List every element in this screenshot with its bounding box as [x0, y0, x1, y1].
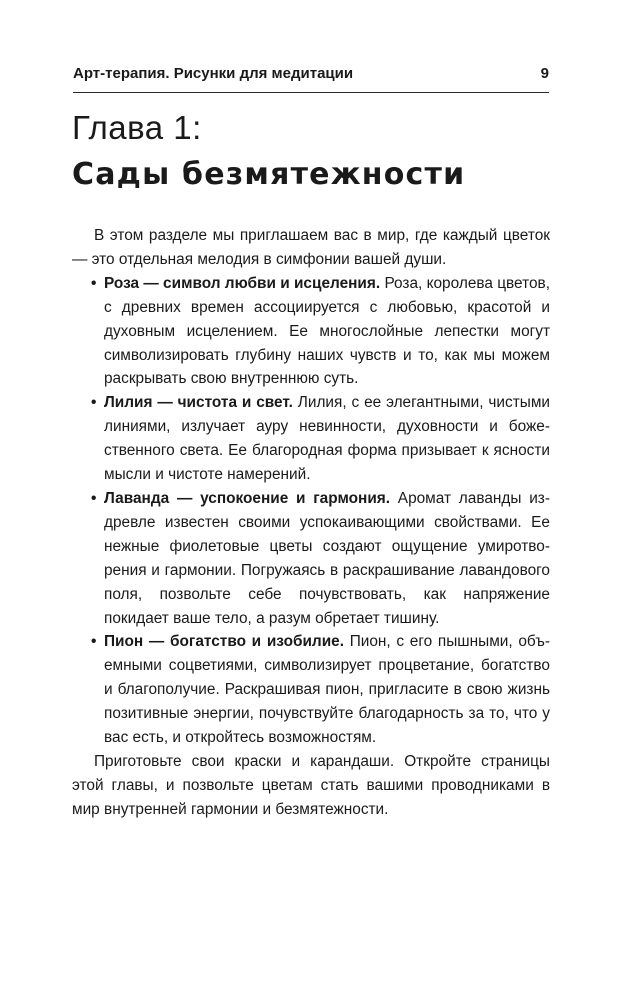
- list-item-term: Лаванда — успокоение и гармония.: [104, 489, 391, 507]
- list-item-text: Роза, королева цветов, с древних времен ассоциируется с любовью, красотой и духовным исцелением. Ее многослойные лепестки могут символизировать глубину наших чувств и то, как мы можем раскрывать свою внутреннюю суть.: [104, 274, 550, 388]
- bullet-icon: •: [91, 633, 97, 651]
- header-rule: [73, 92, 549, 93]
- list-item-term: Пион — богатство и изобилие.: [104, 633, 345, 651]
- chapter-label: Глава 1:: [72, 109, 202, 146]
- list-item-term: Роза — символ любви и исцеления.: [104, 274, 381, 292]
- closing-paragraph: Приготовьте свои краски и карандаши. Откройте страницы этой главы, и позвольте цветам стать вашими проводниками в мир внутренней гармонии и безмятежности.: [72, 752, 550, 818]
- list-item: [91, 487, 550, 630]
- bullet-icon: •: [91, 489, 97, 507]
- list-item-term: Лилия — чистота и свет.: [104, 394, 293, 412]
- page-number: 9: [540, 65, 549, 82]
- list-item-text: Пион, с его пышными, объемными соцветиями, символизирует процветание, богатство и благополучие. Раскрашивая пион, пригласите в свою жизнь позитивные энергии, почувствуйте благодарность за то, что у вас есть, и откройтесь возможностям.: [104, 633, 550, 747]
- running-header: [73, 64, 549, 86]
- chapter-body: [72, 224, 550, 822]
- list-item-text: Лилия, с ее элегантными, чистыми линиями, излучает ауру невинности, духовности и божественного света. Ее благородная форма призывает к ясности мысли и чистоте намерений.: [104, 394, 550, 484]
- flower-list: [72, 272, 550, 750]
- intro-paragraph: В этом разделе мы приглашаем вас в мир, где каждый цветок — это отдельная мелодия в симфонии вашей души.: [72, 227, 550, 268]
- list-item: [91, 272, 550, 392]
- bullet-icon: •: [91, 394, 97, 412]
- running-title: Арт-терапия. Рисунки для медитации: [73, 65, 354, 82]
- list-item: [91, 391, 550, 487]
- chapter-title: Сады безмятежности: [72, 157, 466, 192]
- list-item-text: Аромат лаванды издревле известен своими успокаивающими свойствами. Ее нежные фиолетовые цветы создают ощущение умиротворения и гармонии. Погружаясь в раскрашивание лавандового поля, позвольте себе почувствовать, как напряжение покидает ваше тело, а разум обретает тишину.: [104, 489, 550, 627]
- list-item: [91, 630, 550, 750]
- bullet-icon: •: [91, 274, 97, 292]
